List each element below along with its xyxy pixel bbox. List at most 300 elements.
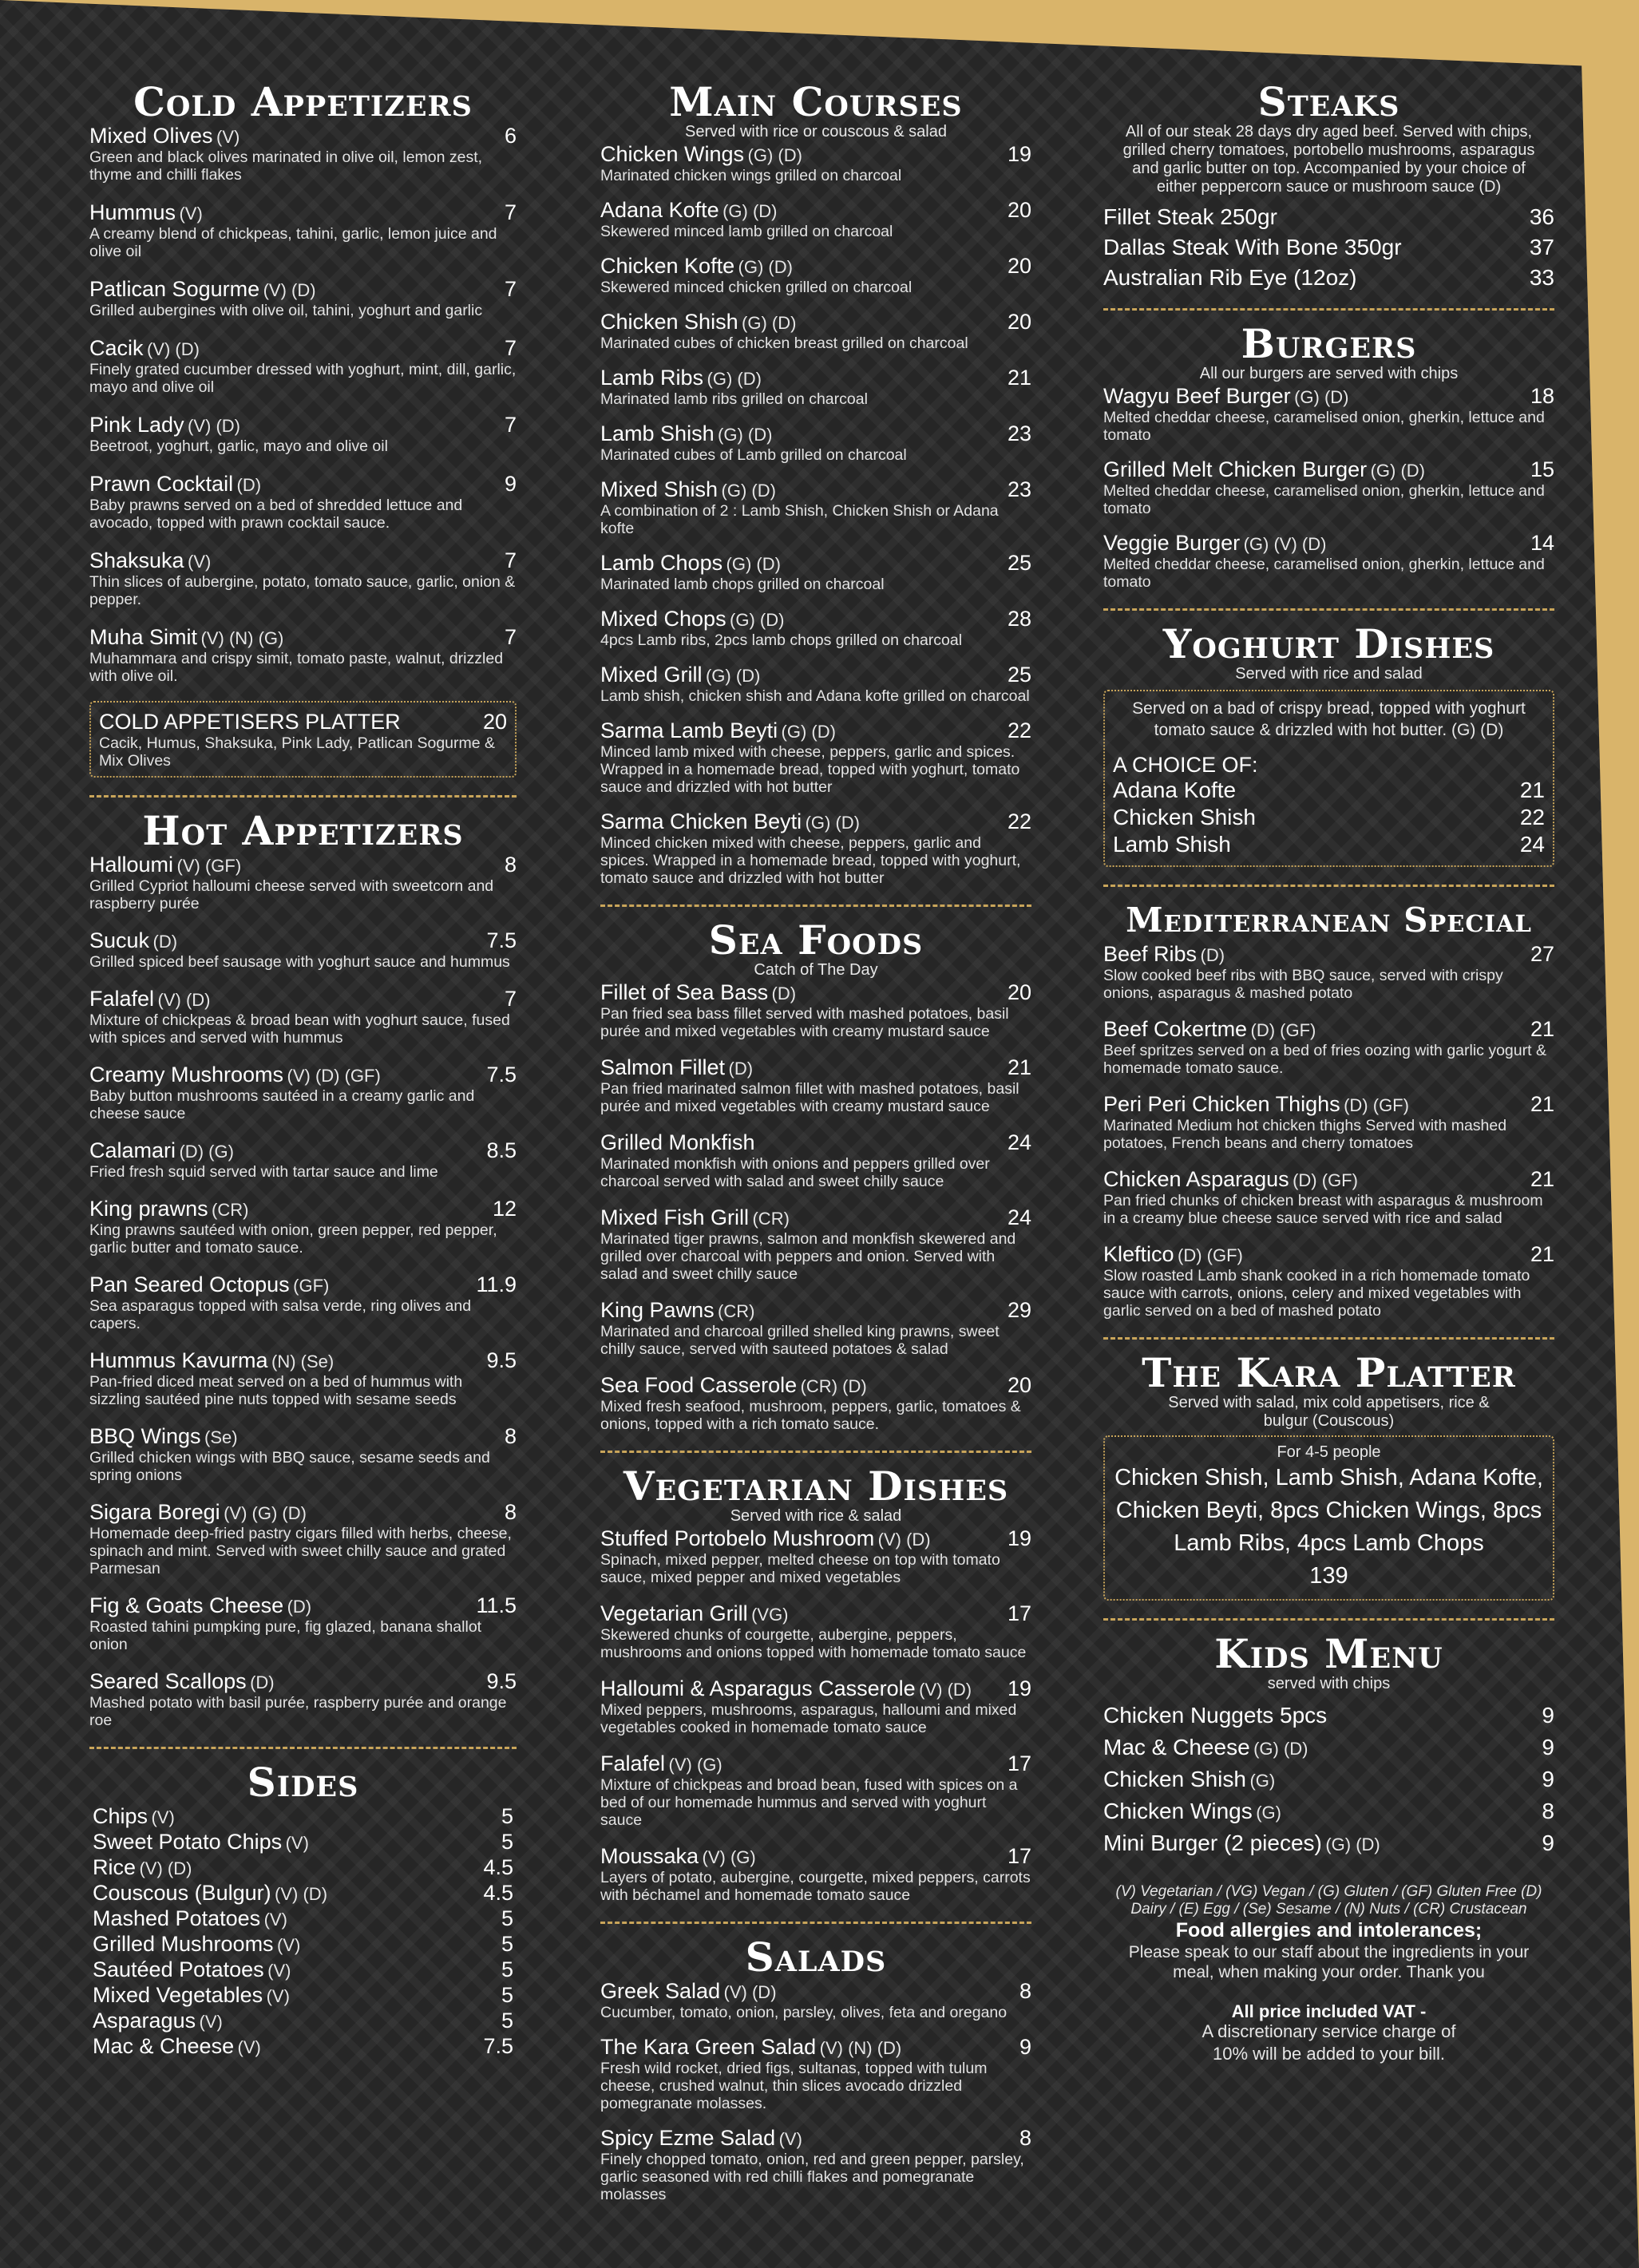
menu-item-price: 20	[1007, 310, 1031, 334]
kara-platter-title: The Kara Platter	[1142, 1349, 1516, 1396]
menu-item-desc: Skewered chunks of courgette, aubergine, peppers, mushrooms and onions topped with homemade tomato sauce	[600, 1626, 1027, 1661]
menu-item-heading	[600, 1676, 972, 1701]
burgers-list	[1103, 383, 1554, 591]
menu-item-price: 9.5	[486, 1669, 517, 1693]
menu-item	[600, 1526, 1031, 1586]
yoghurt-box	[1103, 690, 1554, 867]
menu-item-desc: Mixed fresh seafood, mushroom, peppers, garlic, tomatoes & onions, topped with a rich tomato sauce.	[600, 1398, 1021, 1433]
menu-item	[89, 852, 517, 912]
menu-item	[1103, 1091, 1554, 1152]
menu-item-row	[600, 1978, 1031, 2004]
menu-item-heading	[600, 197, 778, 223]
menu-item	[89, 1348, 517, 1408]
menu-item-row	[1113, 778, 1545, 803]
menu-item	[89, 1499, 517, 1577]
menu-item-tags: (G) (D)	[1370, 461, 1425, 481]
menu-item-row	[600, 1130, 1031, 1155]
menu-item-price: 5	[501, 1804, 513, 1828]
menu-item-desc: Skewered minced chicken grilled on charcoal	[600, 279, 913, 296]
menu-item-row	[600, 2034, 1031, 2060]
menu-item-row	[600, 1751, 1031, 1776]
menu-item	[600, 1297, 1031, 1358]
menu-item-name: Moussaka	[600, 1844, 699, 1868]
menu-item-row	[600, 365, 1031, 390]
menu-item-desc: Marinated Medium hot chicken thighs Served with mashed potatoes, French beans and cherry tomatoes	[1103, 1117, 1507, 1152]
menu-item-row	[93, 1803, 513, 1829]
menu-item	[600, 1372, 1031, 1433]
menu-item-row	[1113, 832, 1545, 857]
sides-list	[89, 1803, 517, 2059]
menu-item-tags: (G)	[1249, 1771, 1276, 1791]
divider	[89, 795, 517, 798]
menu-item-tags: (G) (D)	[730, 610, 785, 630]
menu-item-tags: (V) (D)	[275, 1884, 328, 1904]
menu-item-desc: Marinated and charcoal grilled shelled king prawns, sweet chilly sauce, served with sauteed potatoes & salad	[600, 1323, 1000, 1358]
menu-item-heading	[93, 2033, 261, 2059]
menu-item-desc: Melted cheddar cheese, caramelised onion, gherkin, lettuce and tomato	[1103, 409, 1545, 444]
menu-item-heading	[600, 1372, 867, 1398]
kara-platter-contents: Chicken Shish, Lamb Shish, Adana Kofte, Chicken Beyti, 8pcs Chicken Wings, 8pcs Lamb Ribs, 4pcs Lamb Chops	[1114, 1465, 1543, 1556]
menu-item-price: 9	[1542, 1767, 1554, 1791]
main-courses-subtitle: Served with rice or couscous & salad	[685, 123, 947, 141]
menu-item-tags: (V)	[778, 2129, 802, 2149]
divider	[1103, 608, 1554, 611]
menu-item-price: 9.5	[486, 1348, 517, 1372]
menu-item	[1113, 832, 1545, 857]
menu-item-desc: Green and black olives marinated in olive oil, lemon zest, thyme and chilli flakes	[89, 148, 483, 184]
menu-item-tags: (V) (GF)	[176, 856, 242, 876]
menu-item-tags: (CR)	[212, 1200, 249, 1220]
menu-item-tags: (V) (D)	[919, 1680, 972, 1700]
menu-item-name: Chips	[93, 1804, 148, 1828]
kids-menu-list	[1103, 1703, 1554, 1856]
menu-item-heading	[1113, 832, 1231, 857]
main-courses-list	[600, 141, 1031, 887]
menu-item-row	[600, 1297, 1031, 1323]
menu-item-heading	[89, 1138, 234, 1163]
menu-item-price: 11.9	[476, 1273, 517, 1296]
menu-item	[600, 1055, 1031, 1115]
menu-item-row	[1103, 265, 1554, 291]
menu-item-row	[1113, 805, 1545, 830]
menu-item-desc: Lamb shish, chicken shish and Adana kofte grilled on charcoal	[600, 687, 1030, 705]
menu-item	[89, 1196, 517, 1257]
burgers-subtitle: All our burgers are served with chips	[1199, 365, 1459, 382]
menu-item-tags: (V)	[263, 1910, 287, 1930]
main-courses-title: Main Courses	[669, 78, 963, 125]
menu-item-heading	[1103, 204, 1277, 230]
menu-item-name: Beef Cokertme	[1103, 1017, 1248, 1041]
menu-item-desc: Marinated monkfish with onions and peppers grilled over charcoal served with salad and sweet chilly sauce	[600, 1155, 990, 1190]
menu-item	[1103, 457, 1554, 517]
menu-item-heading	[600, 365, 762, 390]
menu-item-heading	[600, 141, 802, 167]
menu-item-heading	[89, 123, 240, 148]
menu-item-price: 19	[1007, 142, 1031, 166]
menu-item-tags: (V) (D)	[877, 1530, 931, 1550]
menu-item	[600, 197, 1031, 240]
menu-item	[1113, 778, 1545, 803]
menu-item-desc: Mixture of chickpeas and broad bean, fused with spices on a bed of our homemade hummus and served with yoghurt sauce	[600, 1776, 1018, 1829]
menu-item-desc: 4pcs Lamb ribs, 2pcs lamb chops grilled on charcoal	[600, 631, 963, 649]
menu-item-tags: (V)	[151, 1807, 175, 1827]
menu-item-row	[89, 123, 517, 148]
menu-item-row	[89, 1196, 517, 1221]
menu-item-row	[1103, 1831, 1554, 1856]
menu-item-heading	[1103, 530, 1326, 556]
menu-item-price: 9	[1542, 1831, 1554, 1855]
menu-item-heading	[1103, 235, 1402, 260]
menu-item-name: Greek Salad	[600, 1979, 721, 2003]
menu-item-tags: (V) (D)	[157, 990, 211, 1010]
burgers-title: Burgers	[1241, 320, 1417, 367]
menu-item-tags: (G) (D)	[805, 813, 860, 833]
yoghurt-subtitle: Served with rice and salad	[1235, 665, 1423, 683]
menu-item-desc: Spinach, mixed pepper, melted cheese on top with tomato sauce, mixed pepper and mixed vegetables	[600, 1551, 1000, 1586]
menu-item-name: Australian Rib Eye (12oz)	[1103, 265, 1357, 290]
kara-platter-price: 139	[1309, 1563, 1348, 1589]
menu-item-desc: Cucumber, tomato, onion, parsley, olives, feta and oregano	[600, 2004, 1008, 2021]
menu-item-desc: Thin slices of aubergine, potato, tomato sauce, garlic, onion & pepper.	[89, 573, 516, 608]
menu-item-heading	[1103, 1831, 1380, 1856]
menu-item-name: Sea Food Casserole	[600, 1373, 798, 1397]
menu-item-price: 23	[1007, 422, 1031, 445]
menu-item-desc: Mixture of chickpeas & broad bean with yoghurt sauce, fused with spices and served with hummus	[89, 1011, 510, 1047]
menu-item-price: 7	[504, 625, 517, 649]
menu-item-heading	[600, 1978, 777, 2004]
menu-item-row	[600, 1205, 1031, 1230]
menu-item-heading	[600, 1297, 754, 1323]
column-left	[89, 0, 517, 2059]
menu-item	[89, 1423, 517, 1484]
menu-item-name: Kleftico	[1103, 1242, 1174, 1266]
menu-item-tags: (G) (D)	[726, 554, 781, 574]
menu-item-tags: (V) (N) (D)	[819, 2038, 902, 2058]
menu-item-row	[1103, 1016, 1554, 1042]
menu-item-desc: Slow roasted Lamb shank cooked in a rich homemade tomato sauce with carrots, onions, celery and mixed vegetables with garlic served on a bed of mashed potato	[1103, 1267, 1530, 1320]
menu-item-heading	[600, 809, 860, 834]
menu-item-row	[89, 986, 517, 1011]
menu-item-name: Mac & Cheese	[93, 2034, 235, 2058]
menu-item-row	[89, 852, 517, 877]
menu-item-name: Halloumi	[89, 853, 174, 877]
menu-item-desc: Minced chicken mixed with cheese, peppers, garlic and spices. Wrapped in a homemade bread, topped with yoghurt, tomato sauce and drizzled with hot butter	[600, 834, 1021, 887]
menu-item-desc: Fried fresh squid served with tartar sauce and lime	[89, 1163, 438, 1181]
menu-item-price: 21	[1530, 1167, 1554, 1191]
menu-item-heading	[600, 718, 836, 743]
menu-item-tags: (D) (GF)	[1178, 1245, 1243, 1265]
menu-item-price: 36	[1529, 204, 1554, 229]
menu-item-price: 19	[1007, 1676, 1031, 1700]
allergen-legend: (V) Vegetarian / (VG) Vegan / (G) Gluten / (GF) Gluten Free (D) Dairy / (E) Egg / (Se) Sesame / (N) Nuts / (CR) Crustacean	[1115, 1883, 1542, 1918]
menu-item-tags: (D)	[1200, 945, 1225, 965]
menu-item-desc: Finely chopped tomato, onion, red and green pepper, parsley, garlic seasoned with red chilli flakes and pomegranate molasses	[600, 2151, 1024, 2203]
menu-item-price: 5	[501, 1830, 513, 1854]
menu-item-heading	[93, 1854, 192, 1880]
steaks-subtitle: All of our steak 28 days dry aged beef. Served with chips, grilled cherry tomatoes, portobello mushrooms, asparagus and garlic butter on top. Accompanied by your choice of either peppercorn sauce or mushroom sauce (D)	[1122, 123, 1535, 196]
menu-item	[1103, 265, 1554, 291]
menu-item-heading	[89, 1196, 248, 1221]
menu-item-desc: Fresh wild rocket, dried figs, sultanas, topped with tulum cheese, crushed walnut, thin slices avocado drizzled pomegranate molasses.	[600, 2060, 988, 2112]
menu-item	[89, 412, 517, 455]
menu-item-tags: (CR) (D)	[800, 1376, 867, 1396]
menu-item	[89, 1272, 517, 1332]
menu-item-heading	[89, 1593, 311, 1618]
menu-item-price: 23	[1007, 477, 1031, 501]
menu-item-row	[600, 1372, 1031, 1398]
mediterranean-title: Mediterranean Special	[1126, 900, 1532, 940]
menu-item-heading	[93, 1982, 290, 2008]
menu-item	[600, 365, 1031, 408]
menu-item-tags: (D) (GF)	[1250, 1020, 1316, 1040]
menu-item-tags: (V) (N) (G)	[200, 628, 284, 648]
menu-item-name: Chicken Shish	[1113, 805, 1256, 829]
menu-item-name: Lamb Shish	[1113, 832, 1231, 857]
menu-item-desc: Grilled aubergines with olive oil, tahini, yoghurt and garlic	[89, 302, 483, 319]
menu-item-row	[89, 928, 517, 953]
menu-item-tags: (VG)	[751, 1605, 789, 1625]
menu-item-tags: (CR)	[752, 1209, 790, 1229]
menu-item-tags: (G) (D)	[742, 313, 797, 333]
menu-item-row	[600, 197, 1031, 223]
divider	[600, 904, 1031, 907]
divider	[1103, 1337, 1554, 1340]
menu-item-tags: (V)	[277, 1935, 301, 1955]
menu-item-name: Hummus	[89, 200, 176, 224]
menu-item-row	[1103, 530, 1554, 556]
menu-item	[93, 1854, 513, 1880]
kids-menu-subtitle: served with chips	[1267, 1675, 1391, 1692]
divider	[600, 1922, 1031, 1924]
menu-item-price: 12	[492, 1197, 517, 1221]
menu-item	[1103, 1735, 1554, 1760]
menu-item-price: 33	[1529, 265, 1554, 290]
menu-item-row	[1103, 1767, 1554, 1792]
menu-item-tags: (V) (D) (GF)	[287, 1066, 381, 1086]
menu-item-name: Vegetarian Grill	[600, 1601, 748, 1625]
menu-item	[89, 471, 517, 532]
menu-item	[600, 1601, 1031, 1661]
menu-item-name: Chicken Shish	[600, 310, 738, 334]
menu-item-heading	[89, 852, 241, 877]
menu-item-heading	[89, 1062, 381, 1087]
menu-item-heading	[600, 1601, 789, 1626]
menu-item-desc: Mixed peppers, mushrooms, asparagus, halloumi and mixed vegetables cooked in homemade tomato sauce	[600, 1701, 1017, 1736]
menu-item-desc: Finely grated cucumber dressed with yoghurt, mint, dill, garlic, mayo and olive oil	[89, 361, 517, 396]
menu-item-heading	[600, 1205, 790, 1230]
menu-item-heading	[600, 2034, 901, 2060]
menu-item-heading	[1103, 941, 1225, 967]
menu-item	[89, 986, 517, 1047]
menu-item-price: 17	[1007, 1601, 1031, 1625]
menu-item-desc: Melted cheddar cheese, caramelised onion, gherkin, lettuce and tomato	[1103, 556, 1545, 591]
menu-item-tags: (D)	[236, 475, 262, 495]
menu-item-name: Chicken Asparagus	[1103, 1167, 1289, 1191]
menu-item-price: 7	[504, 548, 517, 572]
menu-item-name: Sigara Boregi	[89, 1500, 220, 1524]
menu-item-row	[1103, 941, 1554, 967]
menu-item-row	[1103, 235, 1554, 260]
menu-item-price: 19	[1007, 1526, 1031, 1550]
menu-item-heading	[600, 606, 784, 631]
menu-item	[600, 718, 1031, 796]
menu-item-price: 37	[1529, 235, 1554, 259]
menu-item	[1103, 235, 1554, 260]
menu-item-heading	[600, 253, 793, 279]
menu-item-row	[1103, 1166, 1554, 1192]
steaks-list	[1103, 204, 1554, 291]
menu-item	[1103, 204, 1554, 230]
menu-item-desc: Roasted tahini pumpking pure, fig glazed, banana shallot onion	[89, 1618, 482, 1653]
menu-item	[89, 123, 517, 184]
menu-item	[89, 200, 517, 260]
menu-item-name: Rice	[93, 1855, 137, 1879]
menu-item-heading	[600, 1843, 756, 1869]
menu-item-price: 17	[1007, 1844, 1031, 1868]
hot-appetizers-list	[89, 852, 517, 1729]
menu-item-tags: (G) (D)	[1325, 1835, 1380, 1854]
menu-item-desc: Melted cheddar cheese, caramelised onion, gherkin, lettuce and tomato	[1103, 482, 1545, 517]
menu-item-tags: (V)	[237, 2037, 261, 2057]
menu-item-heading	[89, 1668, 275, 1694]
menu-item	[93, 1982, 513, 2008]
kids-menu-title: Kids Menu	[1214, 1630, 1443, 1677]
menu-item-desc: Minced lamb mixed with cheese, peppers, garlic and spices. Wrapped in a homemade bread, topped with yoghurt, tomato sauce and drizzled with hot butter	[600, 743, 1020, 796]
menu-item-heading	[600, 309, 796, 334]
menu-item-name: Cacik	[89, 336, 144, 360]
menu-item-name: Calamari	[89, 1138, 176, 1162]
menu-item-heading	[1103, 1703, 1327, 1728]
kara-platter-people: For 4-5 people	[1277, 1443, 1381, 1461]
menu-item-row	[89, 1593, 517, 1618]
menu-item-tags: (D) (GF)	[1293, 1170, 1358, 1190]
menu-item-price: 8	[504, 1500, 517, 1524]
menu-item-heading	[89, 548, 211, 573]
menu-item-heading	[600, 1526, 931, 1551]
menu-item-tags: (G) (D)	[718, 425, 773, 445]
menu-item-heading	[1103, 1091, 1409, 1117]
menu-item	[89, 624, 517, 685]
sea-foods-title: Sea Foods	[708, 916, 924, 964]
menu-item-price: 28	[1007, 607, 1031, 631]
menu-item	[89, 335, 517, 396]
menu-item-desc: Baby button mushrooms sautéed in a creamy garlic and cheese sauce	[89, 1087, 475, 1122]
menu-item-row	[93, 1906, 513, 1931]
menu-item-row	[600, 718, 1031, 743]
menu-item-row	[1103, 204, 1554, 230]
menu-item-name: Shaksuka	[89, 548, 184, 572]
menu-item-row	[600, 550, 1031, 576]
kara-platter-box	[1103, 1435, 1554, 1601]
menu-item-row	[1103, 383, 1554, 409]
menu-item-desc: Beef spritzes served on a bed of fries oozing with garlic yogurt & homemade tomato sauce.	[1103, 1042, 1546, 1077]
menu-item-name: Wagyu Beef Burger	[1103, 384, 1291, 408]
menu-item-price: 21	[1007, 366, 1031, 390]
menu-item-heading	[93, 1829, 309, 1854]
menu-item-desc: Marinated lamb chops grilled on charcoal	[600, 576, 885, 593]
menu-item	[1103, 1166, 1554, 1227]
menu-item-price: 20	[1007, 1373, 1031, 1397]
menu-item	[1103, 1831, 1554, 1856]
menu-item-row	[600, 1055, 1031, 1080]
menu-item-price: 25	[1007, 663, 1031, 687]
menu-item-tags: (V) (G) (D)	[224, 1503, 307, 1523]
menu-item-heading	[1113, 778, 1236, 803]
cold-platter-box	[89, 701, 517, 778]
menu-item-name: Hummus Kavurma	[89, 1348, 268, 1372]
menu-item-heading	[89, 471, 261, 497]
menu-item-price: 8	[1019, 2126, 1031, 2150]
menu-item-row	[89, 1668, 517, 1694]
menu-item-name: Stuffed Portobelo Mushroom	[600, 1526, 875, 1550]
menu-item-row	[89, 276, 517, 302]
menu-item-tags: (D)	[771, 984, 797, 1003]
yoghurt-choice: A CHOICE OF:	[1113, 753, 1258, 777]
menu-item-desc: Pan-fried diced meat served on a bed of hummus with sizzling sautéed pine nuts topped with sesame seeds	[89, 1373, 463, 1408]
menu-item-row	[600, 477, 1031, 502]
menu-item-tags: (V)	[179, 204, 203, 224]
menu-item-name: Mashed Potatoes	[93, 1906, 261, 1930]
menu-item-tags: (V)	[199, 2012, 223, 2032]
menu-item-price: 27	[1530, 942, 1554, 966]
menu-item-desc: Marinated tiger prawns, salmon and monkfish skewered and grilled over charcoal with peppers and onion. Served with salad and sweet chilly sauce	[600, 1230, 1016, 1283]
menu-item-desc: Mashed potato with basil purée, raspberry purée and orange roe	[89, 1694, 507, 1729]
menu-item-name: Mixed Grill	[600, 663, 703, 687]
menu-item-name: Chicken Wings	[600, 142, 745, 166]
menu-item-price: 8	[1542, 1799, 1554, 1823]
menu-item-heading	[89, 412, 240, 437]
menu-item-tags: (D)	[287, 1597, 312, 1617]
menu-item-heading	[93, 1803, 175, 1829]
menu-item-desc: A creamy blend of chickpeas, tahini, garlic, lemon juice and olive oil	[89, 225, 497, 260]
menu-item-price: 14	[1530, 531, 1554, 555]
menu-item-heading	[89, 928, 177, 953]
menu-item-tags: (G) (D)	[707, 369, 762, 389]
menu-item	[600, 662, 1031, 705]
menu-item-heading	[1103, 457, 1425, 482]
menu-item-name: Sautéed Potatoes	[93, 1957, 264, 1981]
menu-item-row	[89, 1062, 517, 1087]
menu-item-price: 21	[1530, 1092, 1554, 1116]
menu-item-name: Chicken Kofte	[600, 254, 735, 278]
menu-item	[1103, 1016, 1554, 1077]
menu-item-price: 22	[1519, 805, 1545, 829]
divider	[1103, 308, 1554, 311]
menu-item-heading	[93, 1931, 300, 1957]
menu-item	[89, 1668, 517, 1729]
menu-item-price: 8	[504, 1424, 517, 1448]
sea-foods-list	[600, 980, 1031, 1433]
menu-item-name: Beef Ribs	[1103, 942, 1198, 966]
menu-item-price: 8	[504, 853, 517, 877]
menu-item-desc: Marinated lamb ribs grilled on charcoal	[600, 390, 868, 408]
menu-item-heading	[93, 1906, 287, 1931]
menu-item-heading	[93, 1880, 327, 1906]
menu-item-price: 21	[1530, 1017, 1554, 1041]
menu-item-name: Creamy Mushrooms	[89, 1063, 284, 1087]
menu-item	[1103, 383, 1554, 444]
menu-item-desc: Marinated cubes of chicken breast grilled on charcoal	[600, 334, 968, 352]
menu-item-price: 9	[504, 472, 517, 496]
menu-item-row	[89, 471, 517, 497]
menu-item-heading	[89, 200, 203, 225]
menu-item	[89, 1593, 517, 1653]
menu-item-tags: (V) (D)	[188, 416, 241, 436]
menu-item	[600, 550, 1031, 593]
menu-item-heading	[600, 1751, 723, 1776]
menu-item-tags: (V) (D)	[263, 280, 316, 300]
menu-item-heading	[600, 1130, 755, 1155]
